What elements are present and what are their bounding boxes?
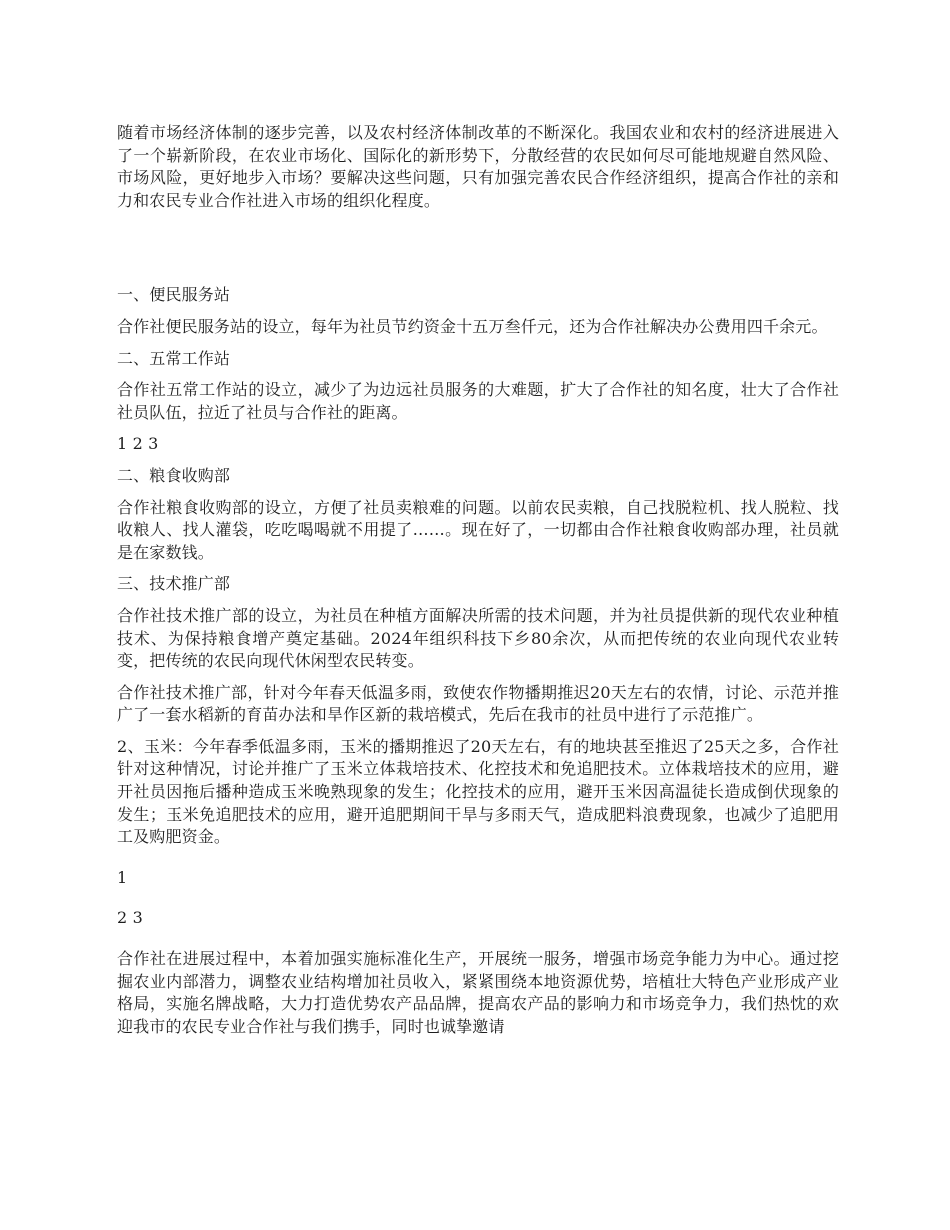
page-marker: 2 3 — [117, 908, 143, 928]
section-spacer — [117, 232, 839, 284]
body-paragraph: 合作社粮食收购部的设立，方便了社员卖粮难的问题。以前农民卖粮，自己找脱粒机、找人脱粒、找收粮人、找人灌袋，吃吃喝喝就不用提了……。现在好了，一切都由合作社粮食收购部办理，社员就是在家数钱。 — [117, 497, 839, 562]
body-paragraph: 合作社五常工作站的设立，减少了为边远社员服务的大难题，扩大了合作社的知名度，壮大了合作社社员队伍，拉近了社员与合作社的距离。 — [117, 380, 839, 422]
body-paragraph: 合作社技术推广部，针对今年春天低温多雨，致使农作物播期推迟20天左右的农情，讨论、示范并推广了一套水稻新的育苗办法和旱作区新的栽培模式，先后在我市的社员中进行了示范推广。 — [117, 682, 839, 725]
intro-paragraph: 随着市场经济体制的逐步完善，以及农村经济体制改革的不断深化。我国农业和农村的经济进展进入了一个崭新阶段，在农业市场化、国际化的新形势下，分散经营的农民如何尽可能地规避自然风险、市场风险，更好地步入市场？要解决这些问题，只有加强完善农民合作经济组织，提高合作社的亲和力和农民专业合作社进入市场的组织化程度。 — [117, 123, 839, 210]
body-paragraph: 合作社便民服务站的设立，每年为社员节约资金十五万叁仟元，还为合作社解决办公费用四千余元。 — [117, 316, 828, 336]
section-heading: 二、五常工作站 — [117, 348, 231, 368]
page-marker: 1 — [117, 867, 128, 887]
document-body — [117, 122, 839, 1038]
body-paragraph: 2、玉米：今年春季低温多雨，玉米的播期推迟了20天左右，有的地块甚至推迟了25天之多，合作社针对这种情况，讨论并推广了玉米立体栽培技术、化控技术和免追肥技术。立体栽培技术的应用，避开社员因拖后播种造成玉米晚熟现象的发生；化控技术的应用，避开玉米因高温徒长造成倒伏现象的发生；玉米免追肥技术的应用，避开追肥期间干旱与多雨天气，造成肥料浪费现象，也减少了追肥用工及购肥资金。 — [117, 736, 839, 847]
section-heading: 三、技术推广部 — [117, 574, 231, 594]
body-paragraph: 合作社在进展过程中，本着加强实施标准化生产，开展统一服务，增强市场竞争能力为中心。通过挖掘农业内部潜力，调整农业结构增加社员收入，紧紧围绕本地资源优势，培植壮大特色产业形成产业格局，实施名牌战略，大力打造优势农产品品牌，提高农产品的影响力和市场竞争力，我们热忱的欢迎我市的农民专业合作社与我们携手，同时也诚挚邀请 — [117, 949, 839, 1036]
page-marker: 1 2 3 — [117, 434, 159, 454]
section-heading: 二、粮食收购部 — [117, 465, 231, 485]
body-paragraph: 合作社技术推广部的设立，为社员在种植方面解决所需的技术问题，并为社员提供新的现代农业种植技术、为保持粮食增产奠定基础。2024年组织科技下乡80余次，从而把传统的农业向现代农业转变，把传统的农民向现代休闲型农民转变。 — [117, 605, 839, 671]
section-heading: 一、便民服务站 — [117, 285, 231, 305]
